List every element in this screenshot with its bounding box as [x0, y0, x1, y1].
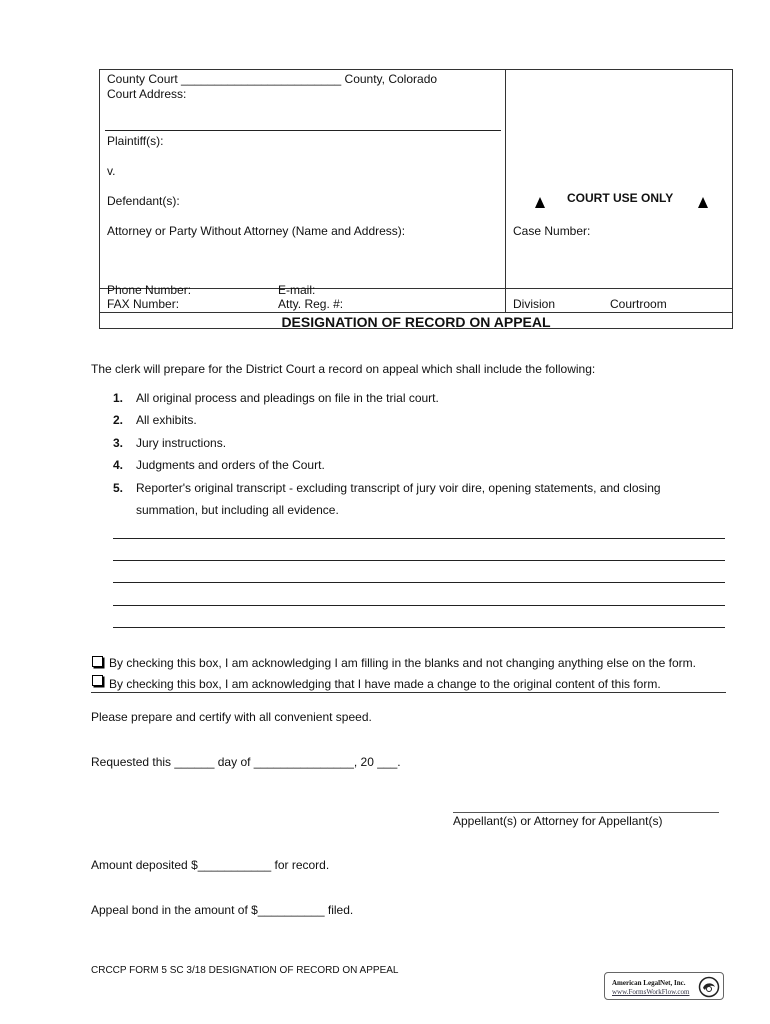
list-item-number: 1. — [113, 391, 124, 405]
changed-ack-text: By checking this box, I am acknowledging that I have made a change to the original content of this form. — [109, 677, 661, 691]
list-item: Reporter's original transcript - excluding transcript of jury voir dire, opening statements, and closing — [136, 481, 661, 495]
intro-text: The clerk will prepare for the District Court a record on appeal which shall include the following: — [91, 362, 596, 376]
triangle-right-icon — [698, 197, 708, 208]
blank-fill-line[interactable] — [113, 560, 725, 561]
no-change-ack-text: By checking this box, I am acknowledging I am filling in the blanks and not changing anything else on the form. — [109, 656, 697, 670]
blank-fill-line[interactable] — [113, 582, 725, 583]
address-rule — [105, 130, 501, 131]
division-label[interactable]: Division — [513, 297, 556, 311]
list-item-number: 4. — [113, 458, 124, 472]
caption-rule-bottom — [100, 312, 732, 313]
court-address-label: Court Address: — [107, 87, 187, 101]
list-item: All exhibits. — [136, 413, 197, 427]
form-title: DESIGNATION OF RECORD ON APPEAL — [281, 314, 551, 330]
section-divider — [91, 692, 726, 693]
no-change-checkbox[interactable] — [92, 656, 103, 667]
court-use-only-label: COURT USE ONLY — [567, 191, 674, 205]
phone-label[interactable]: Phone Number: — [107, 283, 192, 297]
signature-caption: Appellant(s) or Attorney for Appellant(s) — [453, 814, 663, 828]
form-footer-id: CRCCP FORM 5 SC 3/18 DESIGNATION OF RECORD ON APPEAL — [91, 965, 399, 976]
caption-rule — [100, 288, 732, 289]
fax-label[interactable]: FAX Number: — [107, 297, 180, 311]
list-item-number: 3. — [113, 436, 124, 450]
courtroom-label[interactable]: Courtroom — [610, 297, 667, 311]
publisher-logo — [604, 972, 724, 1000]
county-court-line[interactable]: County Court ________________________ County, Colorado — [107, 72, 438, 86]
list-item: Judgments and orders of the Court. — [136, 458, 325, 472]
case-number-label[interactable]: Case Number: — [513, 224, 591, 238]
logo-name: American LegalNet, Inc. — [612, 979, 686, 987]
triangle-left-icon — [535, 197, 545, 208]
email-label[interactable]: E-mail: — [278, 283, 316, 297]
appeal-bond-line[interactable]: Appeal bond in the amount of $__________ filed. — [91, 903, 354, 917]
requested-date-line[interactable]: Requested this ______ day of _______________, 20 ___. — [91, 755, 401, 769]
prepare-text: Please prepare and certify with all convenient speed. — [91, 710, 372, 724]
caption-divider — [505, 70, 506, 313]
list-item-number: 5. — [113, 481, 124, 495]
list-item-number: 2. — [113, 413, 124, 427]
blank-fill-line[interactable] — [113, 538, 725, 539]
list-item: All original process and pleadings on file in the trial court. — [136, 391, 439, 405]
caption-table — [99, 69, 733, 329]
list-item: Jury instructions. — [136, 436, 227, 450]
logo-url[interactable]: www.FormsWorkFlow.com — [612, 988, 690, 996]
attorney-label[interactable]: Attorney or Party Without Attorney (Name and Address): — [107, 224, 406, 238]
signature-line[interactable] — [453, 812, 719, 813]
blank-fill-line[interactable] — [113, 605, 725, 606]
atty-reg-label[interactable]: Atty. Reg. #: — [278, 297, 344, 311]
logo-seal-icon — [698, 976, 720, 998]
defendant-label: Defendant(s): — [107, 194, 180, 208]
blank-fill-line[interactable] — [113, 627, 725, 628]
changed-checkbox[interactable] — [92, 675, 103, 686]
versus-label: v. — [107, 164, 116, 178]
plaintiff-label: Plaintiff(s): — [107, 134, 164, 148]
list-item-continued: summation, but including all evidence. — [136, 503, 339, 517]
amount-deposited-line[interactable]: Amount deposited $___________ for record. — [91, 858, 330, 872]
